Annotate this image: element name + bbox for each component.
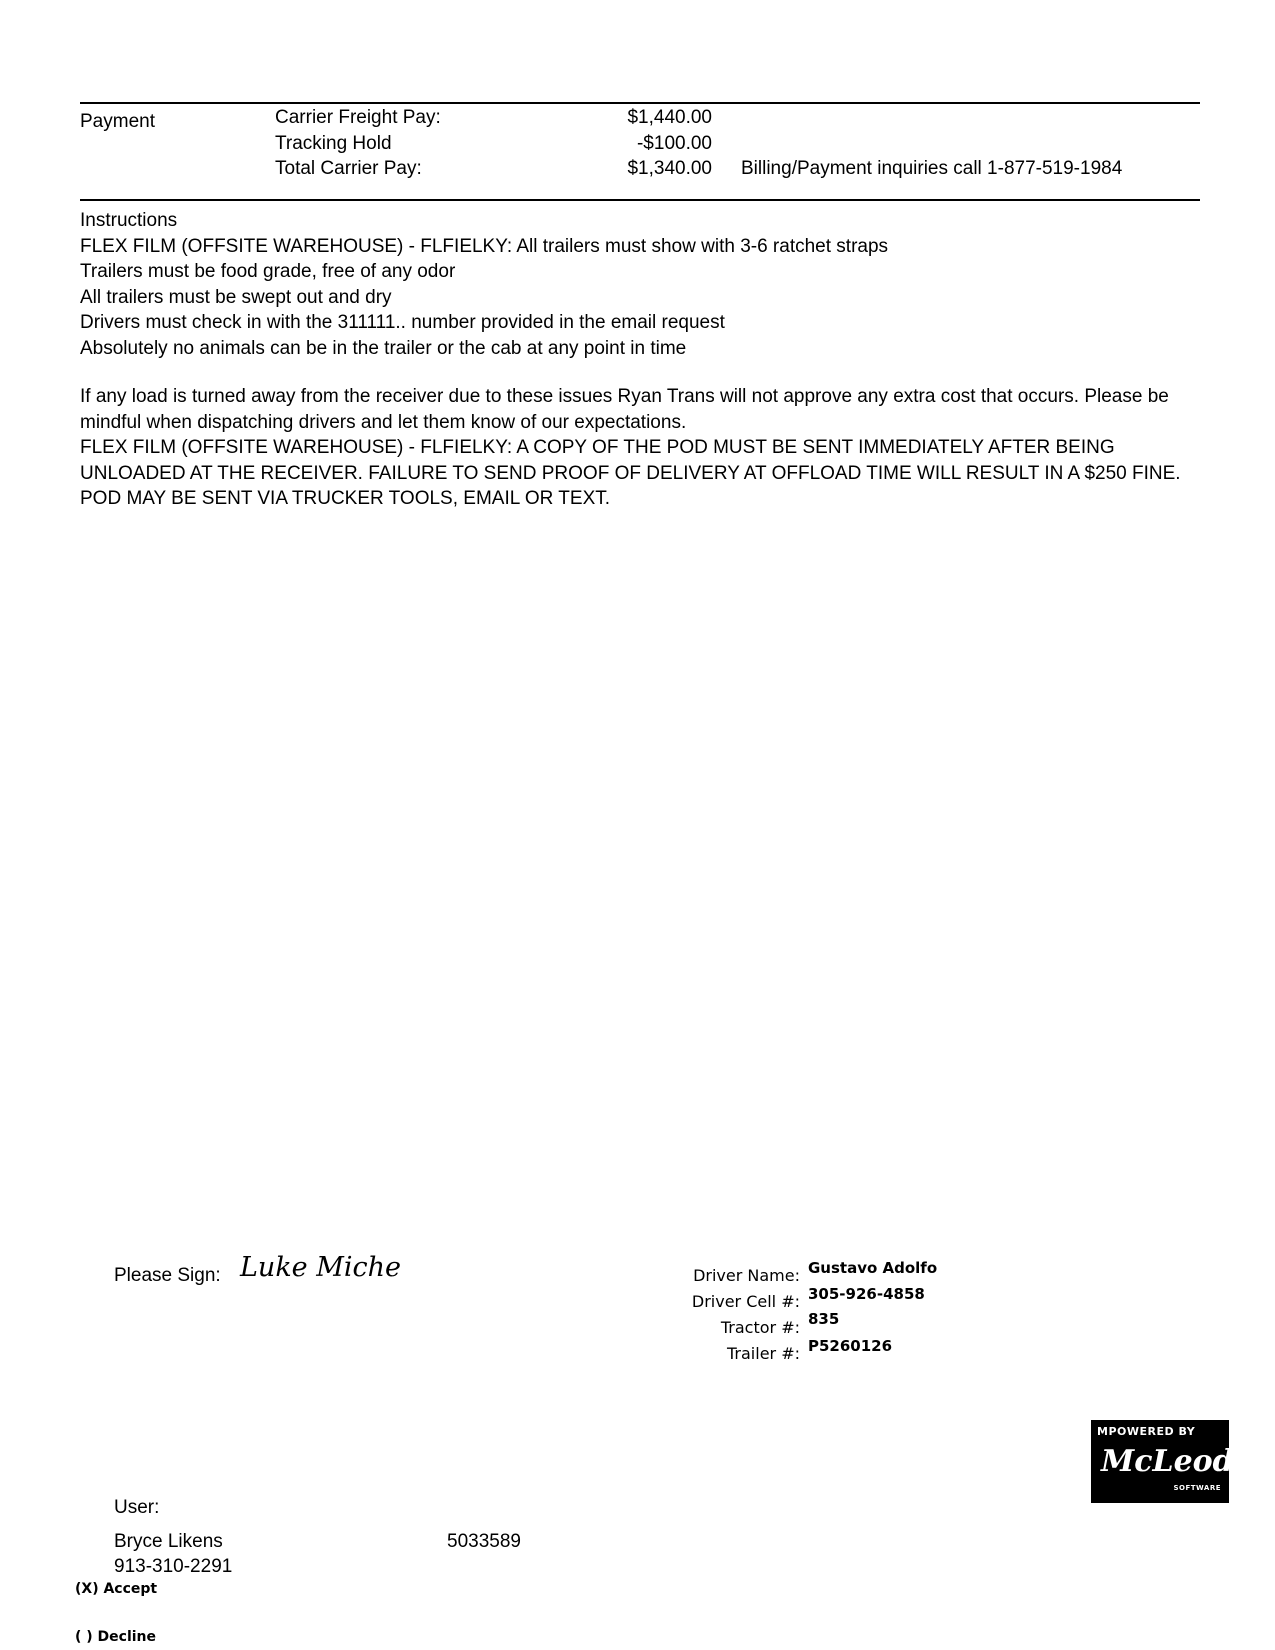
instruction-line: FLEX FILM (OFFSITE WAREHOUSE) - FLFIELKY: All trailers must show with 3-6 ratchet straps [80,235,889,257]
instructions-spacer [80,361,1200,384]
trailer-label: Trailer #: [727,1344,800,1363]
instructions-paragraph: If any load is turned away from the receiver due to these issues Ryan Trans will not approve any extra cost that occurs. Please be mindful when dispatching drivers and let them know of our expectations. [80,386,1169,433]
instruction-line: Absolutely no animals can be in the trailer or the cab at any point in time [80,337,687,359]
instruction-line: Trailers must be food grade, free of any odor [80,261,456,282]
driver-cell-label: Driver Cell #: [691,1292,800,1311]
signature-value[interactable]: Luke Miche [240,1252,402,1283]
total-carrier-pay-amount: $1,340.00 [627,158,712,179]
total-carrier-pay-label: Total Carrier Pay: [275,158,422,179]
carrier-freight-pay-label: Carrier Freight Pay: [275,107,441,128]
tractor-value: 835 [808,1310,840,1328]
tracking-hold-label: Tracking Hold [275,133,392,154]
payment-section-label: Payment [80,111,155,132]
driver-cell-value: 305-926-4858 [808,1285,925,1303]
trailer-value: P5260126 [808,1337,893,1355]
tracking-hold-amount: -$100.00 [636,133,712,154]
instruction-line: Drivers must check in with the 311111.. number provided in the email request [80,312,725,333]
logo-sub-text: SOFTWARE [1173,1484,1221,1492]
instructions-block [80,208,1200,512]
user-label: User: [114,1497,160,1518]
logo-top-text: MPOWERED BY [1097,1425,1196,1438]
driver-name-label: Driver Name: [693,1266,800,1285]
logo-brand-text: McLeod [1101,1444,1234,1479]
billing-inquiries-note: Billing/Payment inquiries call 1-877-519-1984 [741,158,1123,179]
instructions-heading: Instructions [80,210,178,231]
decline-option[interactable]: ( ) Decline [75,1629,157,1645]
user-name: Bryce Likens [114,1531,223,1552]
mcleod-logo [1091,1420,1234,1503]
please-sign-label: Please Sign: [114,1265,221,1286]
pod-notice: FLEX FILM (OFFSITE WAREHOUSE) - FLFIELKY: A COPY OF THE POD MUST BE SENT IMMEDIATELY AFTER BEING UNLOADED AT THE RECEIVER. FAILURE TO SEND PROOF OF DELIVERY AT OFFLOAD TIME WILL RESULT IN A $250 FINE. POD MAY BE SENT VIA TRUCKER TOOLS, EMAIL OR TEXT. [80,437,1181,509]
accept-option[interactable]: (X) Accept [75,1581,158,1597]
payment-bottom-rule [80,199,1200,201]
tractor-label: Tractor #: [720,1318,800,1337]
instruction-line: All trailers must be swept out and dry [80,286,392,308]
top-rule [80,102,1200,104]
driver-name-value: Gustavo Adolfo [808,1259,938,1277]
user-id: 5033589 [447,1531,521,1552]
user-phone: 913-310-2291 [114,1556,233,1577]
carrier-freight-pay-amount: $1,440.00 [627,107,712,128]
